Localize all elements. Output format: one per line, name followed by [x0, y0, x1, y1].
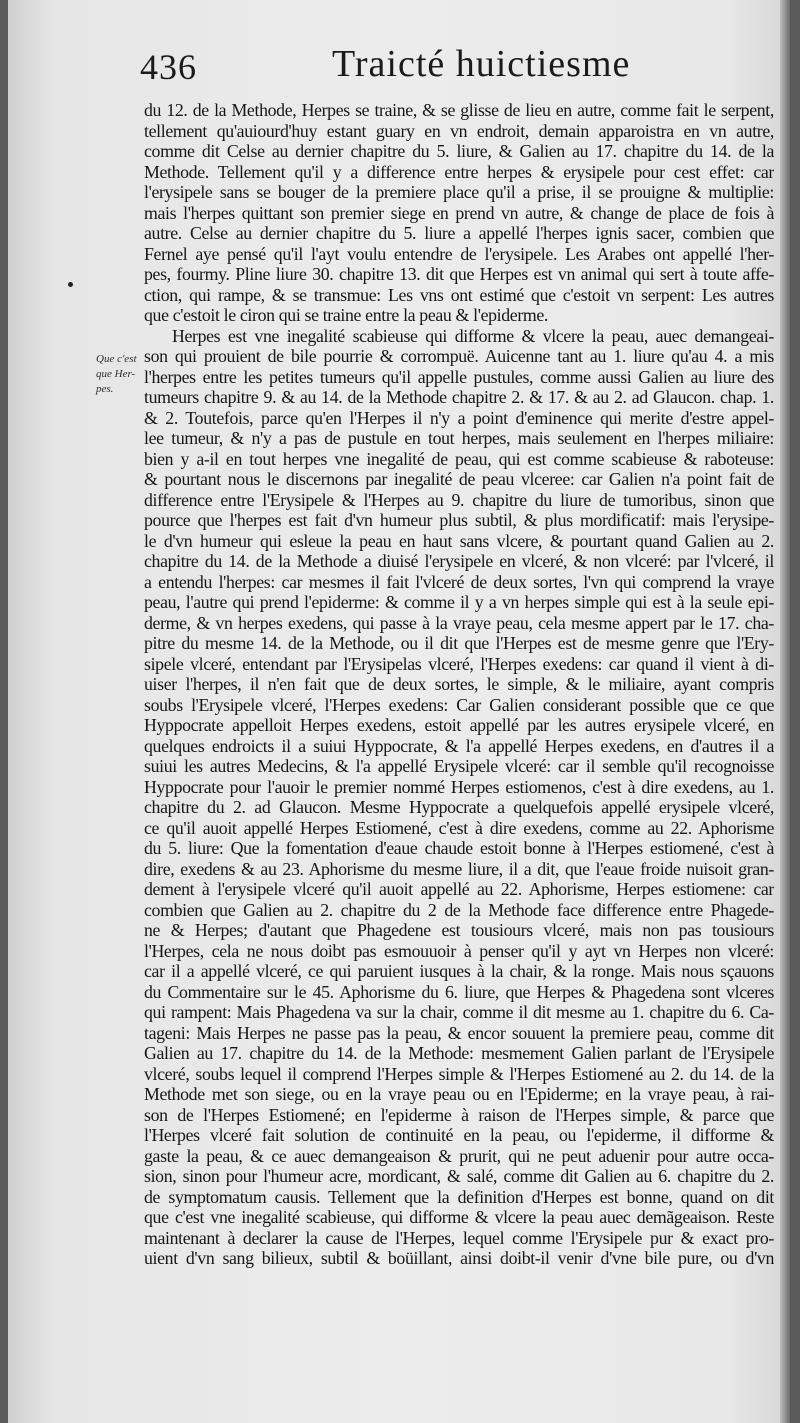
page-number: 436: [140, 47, 197, 87]
margin-note-line: Que c'est: [96, 353, 137, 365]
text-line: Fernel aye pensé qu'il l'ayt voulu entendre de l'erysipele. Les Arabes ont appellé l'her-: [144, 243, 774, 264]
body-text: [144, 100, 774, 1269]
text-line: tageni: Mais Herpes ne passe pas la peau, & encor souuent la premiere peau, comme dit: [144, 1022, 774, 1043]
text-line: gaste la peau, & ce auec demangeaison & prurit, qui ne peut aduenir pour autre occa-: [144, 1145, 774, 1166]
text-line: maintenant à declarer la cause de l'Herpes, lequel comme l'Erysipele pur & exact pro-: [144, 1227, 774, 1248]
text-line: lee tumeur, & n'y a pas de pustule en tout herpes, mais seulement en l'herpes miliaire:: [144, 428, 774, 448]
text-line: Hyppocrate appelloit Herpes exedens, estoit appellé par les autres erysipele vlceré, en: [144, 715, 774, 735]
text-line: de symptomatum causis. Tellement que la definition d'Herpes est bonne, quand on dit: [144, 1186, 774, 1207]
text-line: qui rampent: Mais Phagedena va sur la chair, comme il dit mesme au 1. chapitre du 6. Ca-: [144, 1002, 774, 1022]
text-line: Herpes est vne inegalité scabieuse qui difforme & vlcere la peau, auec demangeai-: [172, 325, 774, 346]
margin-note-line: que Her-: [96, 368, 136, 380]
text-line: Methode. Tellement qu'il y a difference entre herpes & erysipele pour cest effet: car: [144, 161, 774, 182]
text-line: bien y a-il en tout herpes vne inegalité de peau, qui est comme scabieuse & raboteuse:: [144, 448, 774, 469]
text-line: dement à l'erysipele vlceré qu'il auoit appellé au 22. Aphorisme, Herpes estiomene: car: [144, 879, 774, 899]
text-line: peau, l'autre qui prend l'epiderme: & comme il y a vn herpes simple qui est à la seule epi-: [144, 592, 774, 612]
text-line: & pourtant nous le discernons par inegalité de peau vlceree: car Galien n'a point fait de: [144, 469, 774, 489]
text-line: l'erysipele sans se bouger de la premiere place qu'il a prise, il se prouigne & multiplie:: [144, 182, 774, 202]
book-page: [8, 0, 790, 1423]
text-line: Hyppocrate pour l'auoir le premier nommé Herpes estiomenos, c'est à dire exedens, au 1.: [144, 776, 774, 797]
text-line: uiser l'herpes, il n'en fait que de deux sortes, le simple, & le miliaire, ayant compris: [144, 674, 774, 694]
text-line: du 5. liure: Que la fomentation d'eaue chaude estoit bonne à l'Herpes estiomené, c'est à: [144, 838, 774, 858]
text-line: comme dit Celse au dernier chapitre du 5. liure, & Galien au 17. chapitre du 14. de la: [144, 141, 774, 161]
text-line: suiui les autres Medecins, & l'a appellé Erysipele vlceré: car il semble qu'il recognoisse: [144, 756, 774, 776]
text-line: Galien au 17. chapitre du 14. de la Methode: mesmement Galien parlant de l'Erysipele: [144, 1043, 774, 1063]
text-line: soubs l'Erysipele vlceré, l'Herpes exedens: Car Galien considerant possible que ce que: [144, 694, 774, 715]
text-line: sipele vlceré, entendant par l'Erysipelas vlceré, l'Herpes exedens: car quand il vient à di-: [144, 653, 774, 674]
text-line: ne & Herpes; d'autant que Phagedene est tousiours vlceré, mais non pas tousiours: [144, 920, 774, 940]
running-title: Traicté huictiesme: [332, 43, 631, 85]
text-line: difference entre l'Erysipele & l'Herpes au 9. chapitre du liure de tumoribus, sinon que: [144, 489, 774, 510]
text-line: pes, fourmy. Pline liure 30. chapitre 13. dit que Herpes est vn animal qui sert à toute affe-: [144, 264, 774, 284]
text-line: du 12. de la Methode, Herpes se traine, & se glisse de lieu en autre, comme fait le serpent,: [144, 100, 774, 120]
text-line: pitre du mesme 14. de la Methode, ou il dit que l'Herpes est de mesme genre que l'Ery-: [144, 633, 774, 653]
text-line: a entendu l'herpes: car mesmes il fait l'vlceré de deux sortes, l'vn qui comprend la vraye: [144, 571, 774, 592]
text-line: vlceré, soubs lequel il comprend l'Herpes simple & l'Herpes Estiomené au 2. du 14. de la: [144, 1063, 774, 1084]
text-line: & 2. Toutefois, parce qu'en l'Herpes il n'y a point d'eminence qui merite d'estre appel-: [144, 407, 774, 428]
text-line: que c'estoit le ciron qui se traine entre la peau & l'epiderme.: [144, 305, 549, 325]
text-line: Methode met son siege, ou en la vraye peau ou en l'Epiderme; en la vraye peau, à rai-: [144, 1084, 774, 1104]
text-line: tellement qu'auiourd'huy estant guary en vn endroit, demain apparoistra en vn autre,: [144, 120, 774, 141]
text-line: tumeurs chapitre 9. & au 14. de la Methode chapitre 2. & 17. & au 2. ad Glaucon. chap. 1.: [144, 387, 774, 407]
text-line: dire, exedens & au 23. Aphorisme du mesme liure, il a dit, que l'eaue froide nuisoit gran-: [144, 858, 774, 879]
page-edge-shadow: [780, 0, 790, 1423]
text-line: sion, sinon pour l'humeur acre, mordicant, & salé, comme dit Galien au 6. chapitre du 2.: [144, 1166, 774, 1186]
text-line: l'Herpes vlceré fait solution de continuité en la peau, ou l'epiderme, il difforme &: [144, 1125, 774, 1145]
text-line: que c'est vne inegalité scabieuse, qui difforme & vlcere la peau auec demãgeaison. Reste: [144, 1207, 774, 1227]
text-line: son qui prouient de bile pourrie & corrompuë. Auicenne tant au 1. liure qu'au 4. a mis: [144, 346, 774, 366]
text-line: l'herpes entre les petites tumeurs qu'il appelle pustules, comme aussi Galien au liure des: [144, 366, 774, 387]
text-line: combien que Galien au 2. chapitre du 2 de la Methode face difference entre Phagede-: [144, 899, 774, 920]
text-line: le d'vn humeur qui esleue la peau en haut sans vlcere, & pourtant quand Galien au 2.: [144, 530, 774, 551]
text-line: chapitre du 2. ad Glaucon. Mesme Hyppocrate a quelquefois appellé erysipele vlceré,: [144, 797, 774, 817]
text-line: uient d'vn sang bilieux, subtil & boüillant, ainsi doibt-il venir d'vne bile pure, ou d'vn: [144, 1248, 774, 1268]
text-line: mais l'herpes quittant son premier siege en prend vn autre, & change de place de fois à: [144, 202, 774, 223]
text-line: derme, & vn herpes exedens, qui passe à la vraye peau, cela mesme appert par le 17. cha-: [144, 612, 774, 633]
text-line: car il a appellé vlceré, ce qui paruient iusques à la chair, & la ronge. Mais nous sçauons: [144, 961, 774, 981]
text-line: chapitre du 14. de la Methode a diuisé l'erysipele en vlceré, & non vlceré: par l'vlceré, il: [144, 551, 774, 571]
margin-note-line: pes.: [96, 383, 114, 395]
ink-spot: [68, 282, 73, 287]
text-line: ction, qui rampe, & se transmue: Les vns ont estimé que c'estoit vn serpent: Les autres: [144, 284, 774, 305]
text-line: ce qu'il auoit appellé Herpes Estiomené, c'est à dire exedens, comme au 22. Aphorisme: [144, 817, 774, 838]
text-line: l'Herpes, cela ne nous doibt pas esmouuoir à penser qu'il y ayt vn Herpes non vlceré:: [144, 940, 774, 961]
text-line: pource que l'herpes est fait d'vn humeur plus subtil, & plus mordificatif: mais l'erysipe-: [144, 510, 774, 530]
text-line: du Commentaire sur le 45. Aphorisme du 6. liure, que Herpes & Phagedena sont vlceres: [144, 981, 774, 1002]
text-line: son de l'Herpes Estiomené; en l'epiderme à raison de l'Herpes simple, & parce que: [144, 1104, 774, 1125]
text-line: autre. Celse au dernier chapitre du 5. liure a appellé l'herpes ignis sacer, combien que: [144, 223, 774, 243]
page-header: [8, 42, 790, 92]
text-line: quelques endroicts il a suiui Hyppocrate, & l'a appellé Herpes exedens, en d'autres il a: [144, 735, 774, 756]
